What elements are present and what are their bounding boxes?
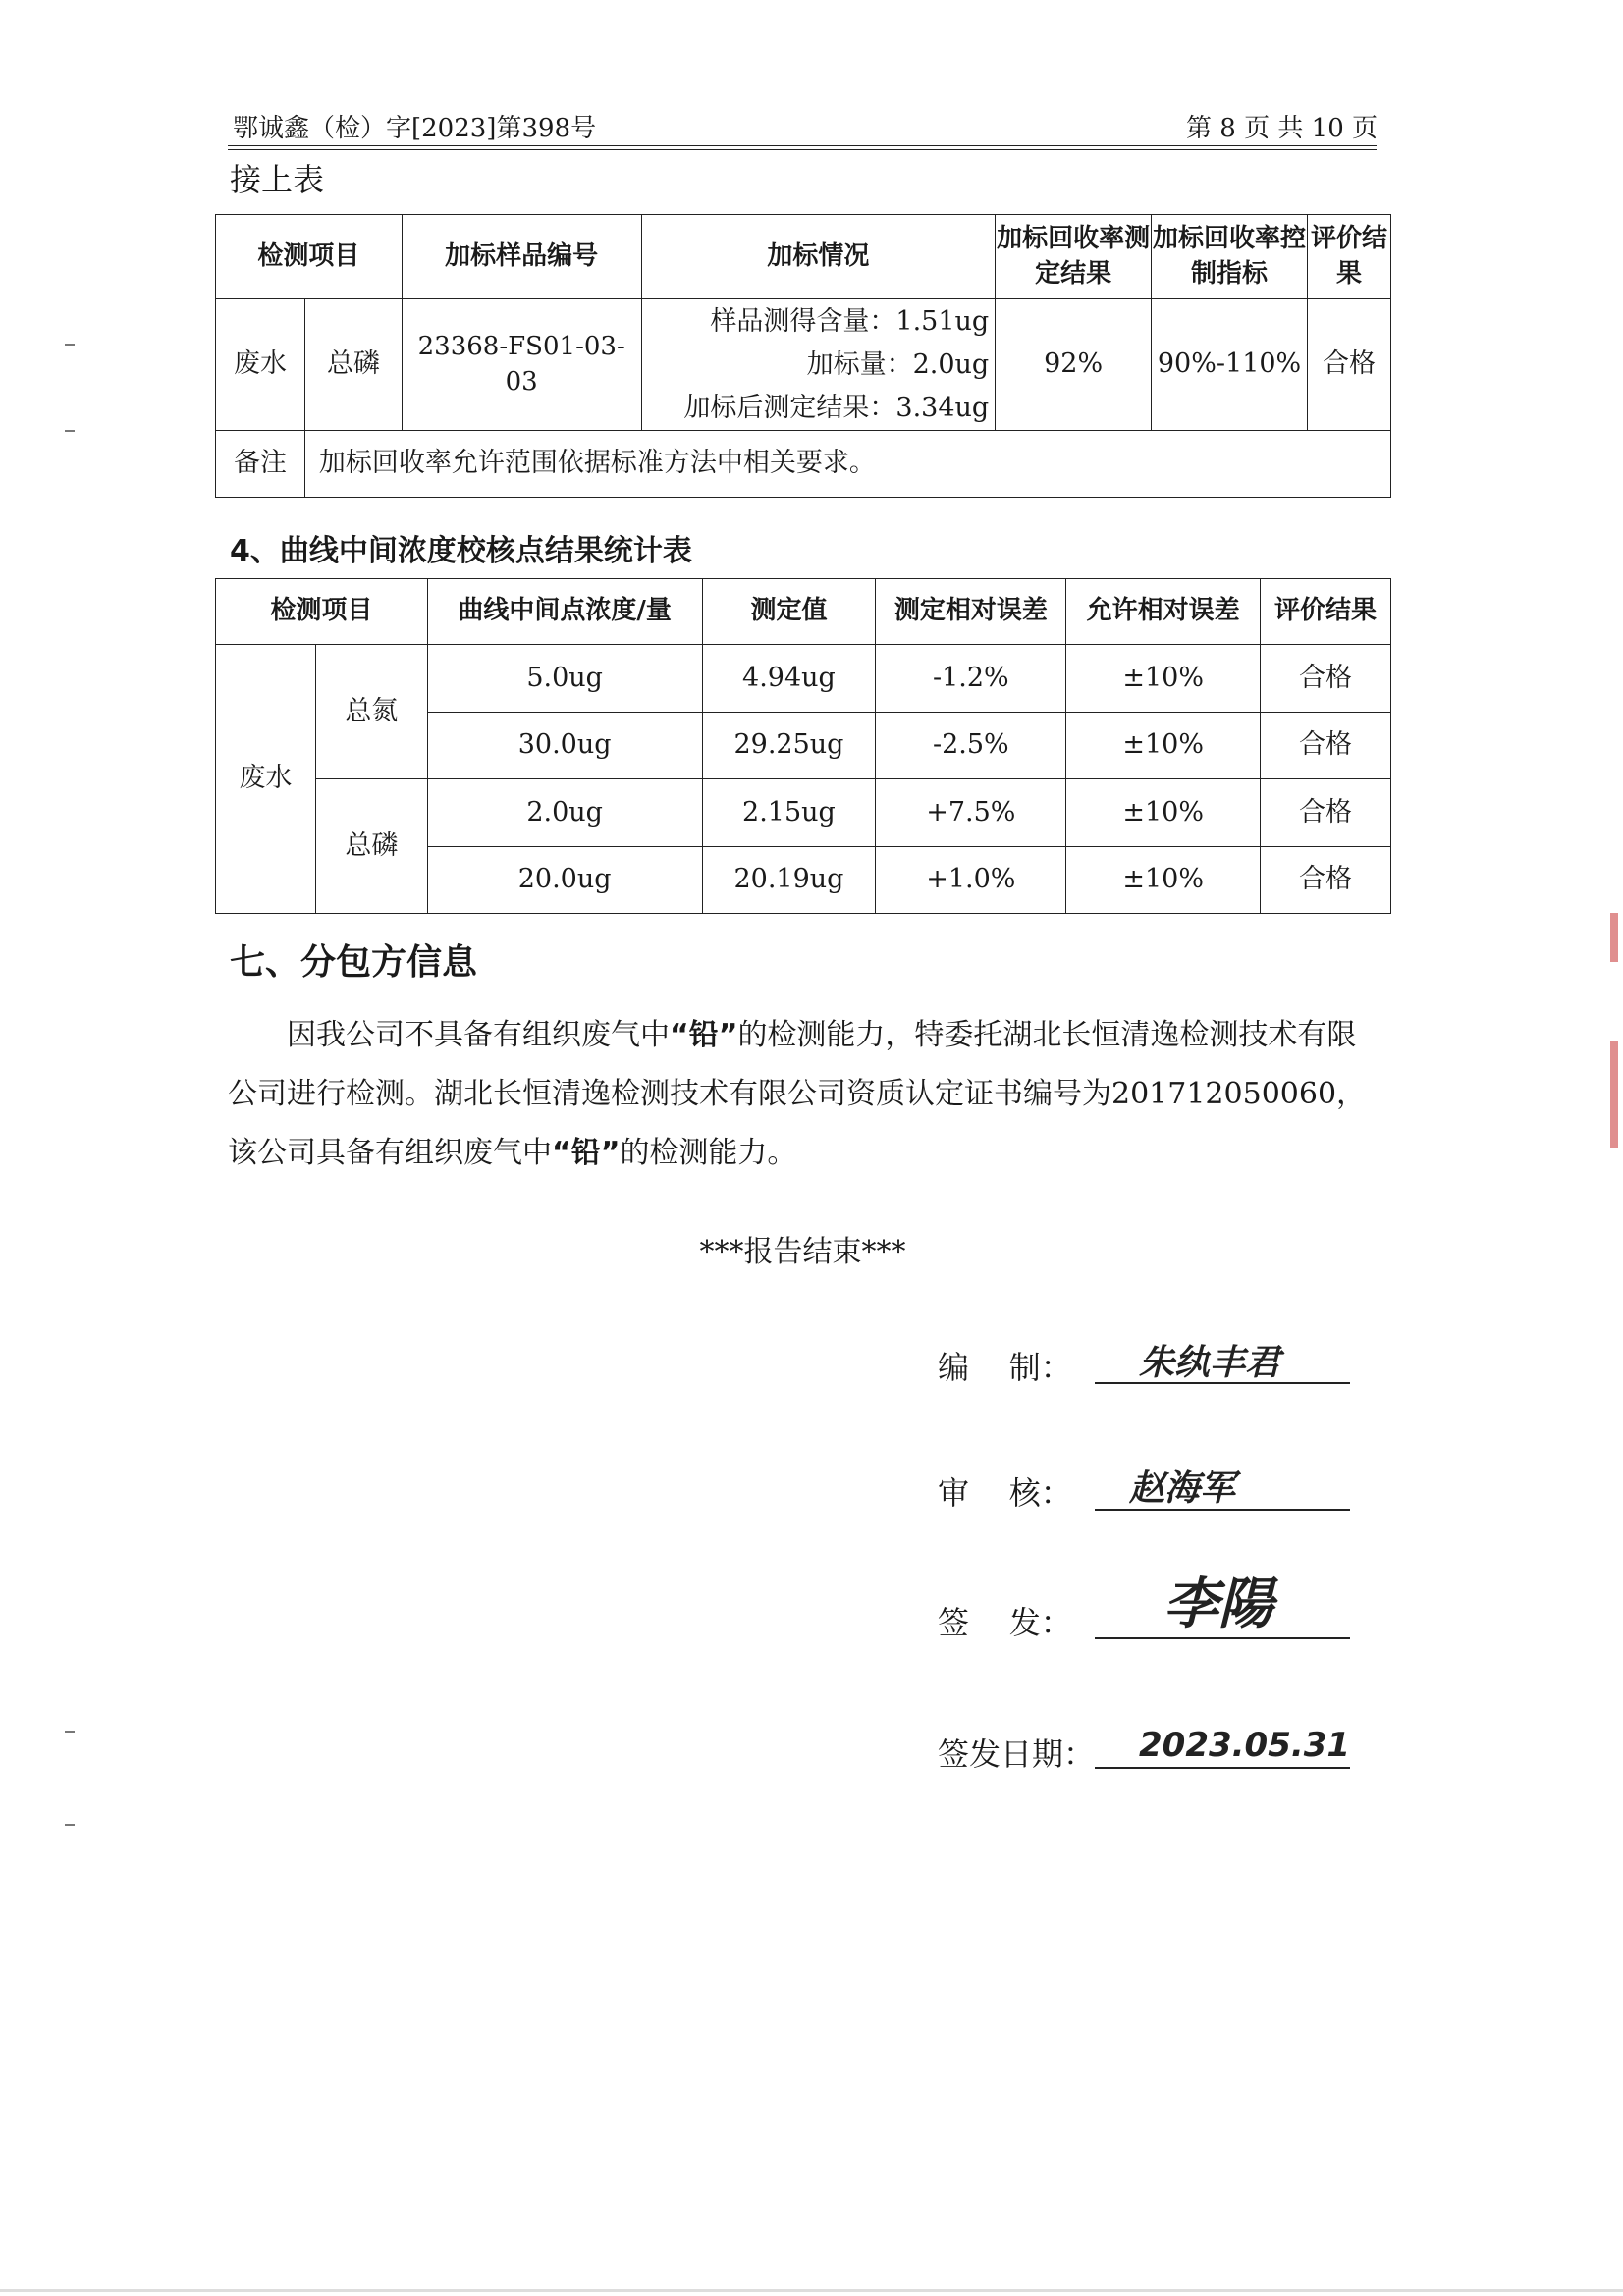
measured-cell: 4.94ug — [702, 645, 876, 713]
lead-emphasis-1: “铅” — [670, 1018, 738, 1052]
issued-line — [1095, 1637, 1350, 1639]
result-cell: 合格 — [1261, 645, 1391, 713]
seal-edge-fragment — [1610, 1041, 1618, 1148]
scan-mark — [65, 1824, 75, 1826]
curve-header-error: 测定相对误差 — [876, 579, 1066, 645]
result-cell: 合格 — [1261, 779, 1391, 847]
header-recovery-result: 加标回收率测定结果 — [996, 215, 1152, 299]
date-line — [1095, 1767, 1350, 1769]
conc-cell: 20.0ug — [427, 847, 702, 914]
allowed-cell: ±10% — [1066, 713, 1261, 779]
error-cell: -2.5% — [876, 713, 1066, 779]
scan-mark — [65, 344, 75, 346]
issued-signature: 李陽 — [1163, 1573, 1273, 1636]
subcontract-paragraph — [228, 1006, 1377, 1183]
limit-cell: 90%-110% — [1152, 299, 1308, 431]
category-cell: 废水 — [216, 299, 305, 431]
scan-mark — [65, 430, 75, 432]
section-7-title: 七、分包方信息 — [230, 942, 478, 983]
situation-line-1: 样品测得含量：1.51ug — [710, 305, 990, 337]
compiled-line — [1095, 1382, 1350, 1384]
header-evaluation: 评价结果 — [1308, 215, 1391, 299]
continued-label: 接上表 — [230, 161, 325, 198]
table-row — [216, 645, 1391, 713]
scan-mark — [65, 1731, 75, 1733]
header-item: 检测项目 — [216, 215, 403, 299]
curve-header-allowed: 允许相对误差 — [1066, 579, 1261, 645]
note-text: 加标回收率允许范围依据标准方法中相关要求。 — [304, 431, 1390, 498]
curve-item-cell: 总氮 — [315, 645, 427, 779]
issue-date-handwritten: 2023.05.31 — [1139, 1726, 1351, 1765]
compiled-label: 编 制： — [938, 1349, 1072, 1386]
curve-check-table — [215, 578, 1391, 914]
reviewed-signature: 赵海军 — [1129, 1468, 1236, 1509]
seal-edge-fragment — [1610, 913, 1618, 962]
date-label: 签发日期： — [938, 1735, 1096, 1773]
spike-recovery-table — [215, 214, 1391, 498]
subcontract-text-3: 的检测能力。 — [620, 1136, 797, 1170]
reviewed-label: 审 核： — [938, 1474, 1072, 1512]
allowed-cell: ±10% — [1066, 645, 1261, 713]
result-cell: 合格 — [1261, 847, 1391, 914]
conc-cell: 30.0ug — [427, 713, 702, 779]
item-cell: 总磷 — [304, 299, 402, 431]
page-info: 第 8 页 共 10 页 — [1186, 114, 1378, 143]
measured-cell: 29.25ug — [702, 713, 876, 779]
header-recovery-limit: 加标回收率控制指标 — [1152, 215, 1308, 299]
section-4-title: 4、曲线中间浓度校核点结果统计表 — [230, 534, 692, 568]
result-cell: 合格 — [1261, 713, 1391, 779]
allowed-cell: ±10% — [1066, 779, 1261, 847]
conc-cell: 5.0ug — [427, 645, 702, 713]
situation-line-2: 加标量：2.0ug — [806, 348, 990, 380]
curve-header-result: 评价结果 — [1261, 579, 1391, 645]
situation-line-3: 加标后测定结果：3.34ug — [683, 392, 990, 423]
recovery-cell: 92% — [996, 299, 1152, 431]
compiled-signature: 朱纨丰君 — [1139, 1343, 1281, 1383]
measured-cell: 20.19ug — [702, 847, 876, 914]
evaluation-cell: 合格 — [1308, 299, 1391, 431]
document-number: 鄂诚鑫（检）字[2023]第398号 — [233, 114, 597, 143]
lead-emphasis-2: “铅” — [552, 1136, 621, 1170]
report-end: ***报告结束*** — [699, 1235, 906, 1269]
measured-cell: 2.15ug — [702, 779, 876, 847]
subcontract-text-2: 的检测能力，特委托湖北长恒清逸检测技术有限公司进行检测。湖北长恒清逸检测技术有限公司资质认定证书编号为201712050060，该公司具备有组织废气中 — [228, 1018, 1367, 1170]
bottom-scan-line — [0, 2289, 1623, 2292]
error-cell: +7.5% — [876, 779, 1066, 847]
table-row — [216, 779, 1391, 847]
situation-cell — [641, 299, 996, 431]
allowed-cell: ±10% — [1066, 847, 1261, 914]
error-cell: -1.2% — [876, 645, 1066, 713]
note-label: 备注 — [216, 431, 305, 498]
conc-cell: 2.0ug — [427, 779, 702, 847]
header-sample-no: 加标样品编号 — [402, 215, 641, 299]
error-cell: +1.0% — [876, 847, 1066, 914]
curve-header-conc: 曲线中间点浓度/量 — [427, 579, 702, 645]
issued-label: 签 发： — [938, 1604, 1072, 1641]
reviewed-line — [1095, 1509, 1350, 1511]
header-rule — [228, 145, 1377, 150]
curve-category-cell: 废水 — [216, 645, 316, 914]
subcontract-text-1: 因我公司不具备有组织废气中 — [287, 1018, 670, 1052]
sample-no-cell: 23368-FS01-03-03 — [402, 299, 641, 431]
curve-header-item: 检测项目 — [216, 579, 428, 645]
curve-header-measured: 测定值 — [702, 579, 876, 645]
curve-item-cell: 总磷 — [315, 779, 427, 914]
header-situation: 加标情况 — [641, 215, 996, 299]
